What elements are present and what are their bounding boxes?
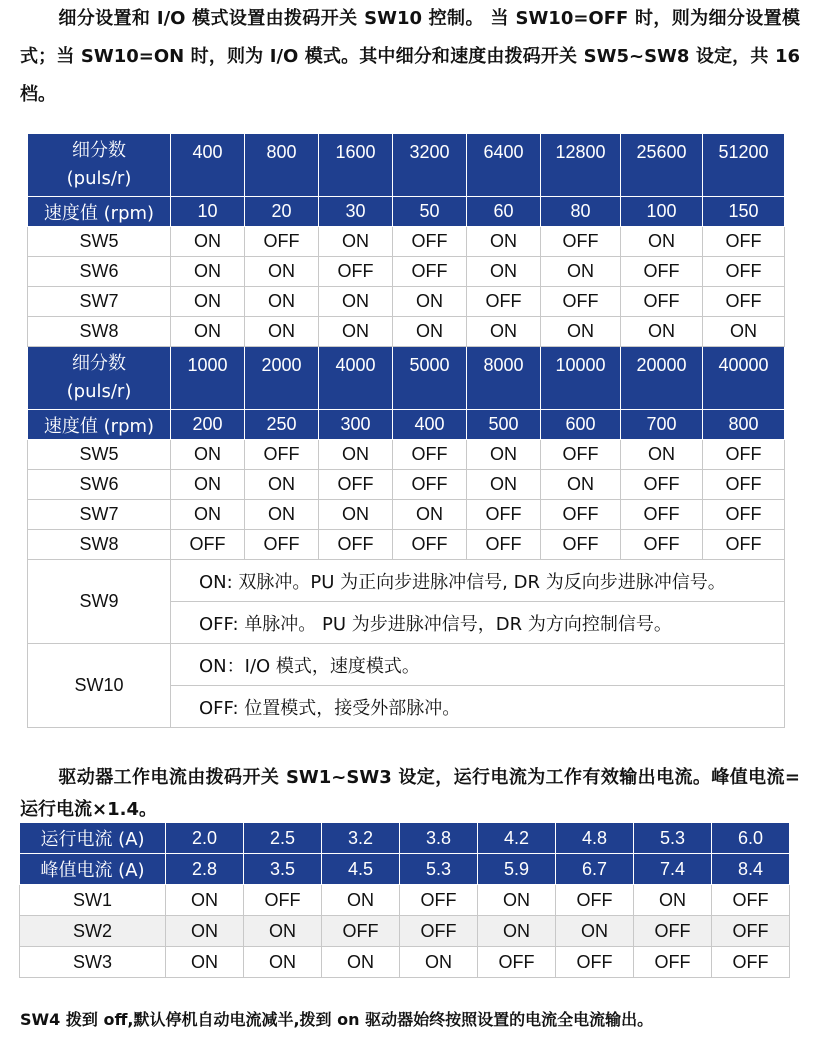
switch-state-cell: ON [166, 916, 244, 947]
switch-state-cell: OFF [478, 947, 556, 978]
switch-state-cell: ON [244, 916, 322, 947]
table-row [20, 885, 790, 916]
run-current-value-cell: 2.0 [166, 823, 244, 854]
switch-state-cell: OFF [634, 947, 712, 978]
switch-state-cell: OFF [712, 947, 790, 978]
current-intro-paragraph [20, 762, 800, 826]
switch-state-cell: ON [467, 440, 541, 470]
switch-state-cell: ON [621, 317, 703, 347]
switch-state-cell: OFF [467, 500, 541, 530]
run-current-value-cell: 6.0 [712, 823, 790, 854]
switch-state-cell: OFF [556, 885, 634, 916]
peak-current-label-cell: 峰值电流 (A) [20, 854, 166, 885]
switch-state-cell: OFF [703, 440, 785, 470]
switch-state-cell: OFF [393, 470, 467, 500]
microstep-label-cell: 细分数 (puls/r) [28, 134, 171, 197]
speed-value-cell: 20 [245, 197, 319, 227]
switch-state-cell: OFF [621, 530, 703, 560]
microstep-header-row [28, 134, 785, 197]
speed-value-cell: 500 [467, 410, 541, 440]
run-current-row [20, 823, 790, 854]
speed-value-cell: 300 [319, 410, 393, 440]
table-row [28, 470, 785, 500]
table-row [28, 257, 785, 287]
switch-state-cell: ON [319, 287, 393, 317]
switch-state-cell: OFF [400, 916, 478, 947]
switch-state-cell: ON [467, 317, 541, 347]
switch-state-cell: OFF [393, 530, 467, 560]
switch-state-cell: ON [319, 440, 393, 470]
current-table [19, 822, 790, 978]
speed-value-cell: 50 [393, 197, 467, 227]
table-row [28, 500, 785, 530]
switch-state-cell: ON [245, 470, 319, 500]
peak-current-value-cell: 8.4 [712, 854, 790, 885]
peak-current-value-cell: 4.5 [322, 854, 400, 885]
switch-state-cell: ON [703, 317, 785, 347]
peak-current-value-cell: 3.5 [244, 854, 322, 885]
peak-current-value-cell: 2.8 [166, 854, 244, 885]
switch-state-cell: OFF [393, 257, 467, 287]
microstep-table [27, 133, 785, 728]
switch-state-cell: ON [322, 947, 400, 978]
speed-label-cell: 速度值 (rpm) [28, 197, 171, 227]
table-row [28, 227, 785, 257]
switch-state-cell: ON [393, 317, 467, 347]
speed-value-cell: 700 [621, 410, 703, 440]
switch-state-cell: OFF [541, 287, 621, 317]
switch-state-cell: OFF [712, 885, 790, 916]
switch-state-cell: OFF [541, 530, 621, 560]
switch-state-cell: OFF [245, 227, 319, 257]
speed-value-cell: 30 [319, 197, 393, 227]
run-current-value-cell: 3.2 [322, 823, 400, 854]
switch-state-cell: OFF [703, 257, 785, 287]
microstep-value-cell: 40000 [703, 347, 785, 410]
speed-value-cell: 800 [703, 410, 785, 440]
switch-state-cell: OFF [322, 916, 400, 947]
microstep-value-cell: 6400 [467, 134, 541, 197]
microstep-value-cell: 20000 [621, 347, 703, 410]
switch-state-cell: ON [245, 317, 319, 347]
table-row [28, 530, 785, 560]
switch-state-cell: ON [171, 500, 245, 530]
switch-label-cell: SW5 [28, 227, 171, 257]
switch-state-cell: ON [621, 227, 703, 257]
switch-state-cell: ON [478, 916, 556, 947]
peak-current-value-cell: 5.9 [478, 854, 556, 885]
switch-label-cell: SW6 [28, 257, 171, 287]
switch-state-cell: ON [541, 470, 621, 500]
table-row [20, 947, 790, 978]
switch-state-cell: ON [467, 257, 541, 287]
switch-label-cell: SW8 [28, 317, 171, 347]
peak-current-value-cell: 5.3 [400, 854, 478, 885]
switch-state-cell: ON [478, 885, 556, 916]
peak-current-value-cell: 6.7 [556, 854, 634, 885]
switch-state-cell: ON [541, 317, 621, 347]
microstep-value-cell: 25600 [621, 134, 703, 197]
run-current-value-cell: 4.2 [478, 823, 556, 854]
switch-state-cell: OFF [703, 530, 785, 560]
switch-state-cell: OFF [244, 885, 322, 916]
switch-state-cell: ON [556, 916, 634, 947]
switch-state-cell: ON [467, 470, 541, 500]
switch-state-cell: OFF [621, 257, 703, 287]
switch-state-cell: OFF [393, 227, 467, 257]
switch-state-cell: ON [245, 287, 319, 317]
microstep-value-cell: 10000 [541, 347, 621, 410]
switch-label-cell: SW2 [20, 916, 166, 947]
note-text-cell: ON：I/O 模式，速度模式。 [171, 644, 785, 686]
switch-state-cell: OFF [400, 885, 478, 916]
switch-state-cell: OFF [703, 287, 785, 317]
note-text-cell: OFF: 位置模式，接受外部脉冲。 [171, 686, 785, 728]
switch-state-cell: OFF [634, 916, 712, 947]
switch-state-cell: ON [319, 500, 393, 530]
microstep-header-row [28, 347, 785, 410]
switch-state-cell: OFF [712, 916, 790, 947]
speed-value-cell: 200 [171, 410, 245, 440]
intro-paragraph [20, 0, 800, 114]
switch-state-cell: OFF [467, 530, 541, 560]
switch-label-cell: SW5 [28, 440, 171, 470]
table-row [28, 440, 785, 470]
microstep-value-cell: 12800 [541, 134, 621, 197]
switch-state-cell: OFF [703, 227, 785, 257]
switch-label-cell: SW7 [28, 500, 171, 530]
run-current-value-cell: 4.8 [556, 823, 634, 854]
switch-state-cell: OFF [703, 500, 785, 530]
switch-state-cell: ON [171, 470, 245, 500]
switch-state-cell: ON [634, 885, 712, 916]
switch-state-cell: OFF [621, 470, 703, 500]
speed-value-cell: 150 [703, 197, 785, 227]
switch-state-cell: ON [319, 227, 393, 257]
switch-state-cell: ON [245, 257, 319, 287]
switch-label-cell: SW6 [28, 470, 171, 500]
switch-state-cell: ON [166, 947, 244, 978]
switch-state-cell: ON [319, 317, 393, 347]
table-row [28, 317, 785, 347]
current-intro-text: 驱动器工作电流由拨码开关 SW1~SW3 设定，运行电流为工作有效输出电流。峰值电流=运行电流×1.4。 [20, 767, 800, 820]
switch-state-cell: ON [393, 500, 467, 530]
switch-state-cell: OFF [319, 257, 393, 287]
switch-state-cell: ON [541, 257, 621, 287]
switch-state-cell: ON [621, 440, 703, 470]
switch-state-cell: ON [245, 500, 319, 530]
switch-state-cell: OFF [245, 530, 319, 560]
switch-label-cell: SW7 [28, 287, 171, 317]
switch-state-cell: OFF [541, 440, 621, 470]
switch-state-cell: OFF [467, 287, 541, 317]
switch-state-cell: OFF [541, 500, 621, 530]
switch-state-cell: ON [322, 885, 400, 916]
switch-label-cell: SW10 [28, 644, 171, 728]
microstep-value-cell: 5000 [393, 347, 467, 410]
microstep-value-cell: 400 [171, 134, 245, 197]
microstep-value-cell: 1000 [171, 347, 245, 410]
note-row [28, 644, 785, 686]
intro-text: 细分设置和 I/O 模式设置由拨码开关 SW10 控制。 当 SW10=OFF 时，则为细分设置模式；当 SW10=ON 时，则为 I/O 模式。其中细分和速度由拨码开关 SW5~SW8 设定，共 16 档。 [20, 8, 800, 105]
speed-value-cell: 80 [541, 197, 621, 227]
speed-value-cell: 60 [467, 197, 541, 227]
switch-state-cell: ON [171, 317, 245, 347]
speed-row [28, 410, 785, 440]
switch-state-cell: ON [171, 227, 245, 257]
run-current-label-cell: 运行电流 (A) [20, 823, 166, 854]
switch-state-cell: OFF [393, 440, 467, 470]
microstep-value-cell: 8000 [467, 347, 541, 410]
microstep-value-cell: 51200 [703, 134, 785, 197]
switch-state-cell: ON [171, 440, 245, 470]
run-current-value-cell: 3.8 [400, 823, 478, 854]
switch-label-cell: SW8 [28, 530, 171, 560]
microstep-label-cell: 细分数 (puls/r) [28, 347, 171, 410]
speed-row [28, 197, 785, 227]
switch-state-cell: OFF [621, 500, 703, 530]
microstep-value-cell: 3200 [393, 134, 467, 197]
speed-label-cell: 速度值 (rpm) [28, 410, 171, 440]
table-row [28, 287, 785, 317]
note-text-cell: OFF: 单脉冲。 PU 为步进脉冲信号，DR 为方向控制信号。 [171, 602, 785, 644]
switch-state-cell: OFF [319, 530, 393, 560]
switch-state-cell: OFF [556, 947, 634, 978]
speed-value-cell: 400 [393, 410, 467, 440]
peak-current-value-cell: 7.4 [634, 854, 712, 885]
switch-state-cell: ON [166, 885, 244, 916]
microstep-value-cell: 2000 [245, 347, 319, 410]
speed-value-cell: 250 [245, 410, 319, 440]
switch-state-cell: ON [393, 287, 467, 317]
run-current-value-cell: 2.5 [244, 823, 322, 854]
note-text-cell: ON: 双脉冲。PU 为正向步进脉冲信号, DR 为反向步进脉冲信号。 [171, 560, 785, 602]
microstep-value-cell: 4000 [319, 347, 393, 410]
switch-state-cell: OFF [319, 470, 393, 500]
speed-value-cell: 600 [541, 410, 621, 440]
microstep-value-cell: 800 [245, 134, 319, 197]
table-row [20, 916, 790, 947]
switch-state-cell: ON [400, 947, 478, 978]
footer-text: SW4 拨到 off,默认停机自动电流减半,拨到 on 驱动器始终按照设置的电流全电流输出。 [20, 1010, 654, 1029]
switch-state-cell: ON [467, 227, 541, 257]
switch-state-cell: OFF [245, 440, 319, 470]
note-row [28, 560, 785, 602]
switch-label-cell: SW9 [28, 560, 171, 644]
footer-paragraph [20, 1006, 800, 1034]
speed-value-cell: 100 [621, 197, 703, 227]
switch-state-cell: OFF [171, 530, 245, 560]
speed-value-cell: 10 [171, 197, 245, 227]
switch-state-cell: OFF [703, 470, 785, 500]
switch-state-cell: OFF [621, 287, 703, 317]
run-current-value-cell: 5.3 [634, 823, 712, 854]
switch-state-cell: OFF [541, 227, 621, 257]
switch-state-cell: ON [171, 257, 245, 287]
switch-state-cell: ON [244, 947, 322, 978]
switch-label-cell: SW3 [20, 947, 166, 978]
microstep-value-cell: 1600 [319, 134, 393, 197]
switch-state-cell: ON [171, 287, 245, 317]
peak-current-row [20, 854, 790, 885]
switch-label-cell: SW1 [20, 885, 166, 916]
